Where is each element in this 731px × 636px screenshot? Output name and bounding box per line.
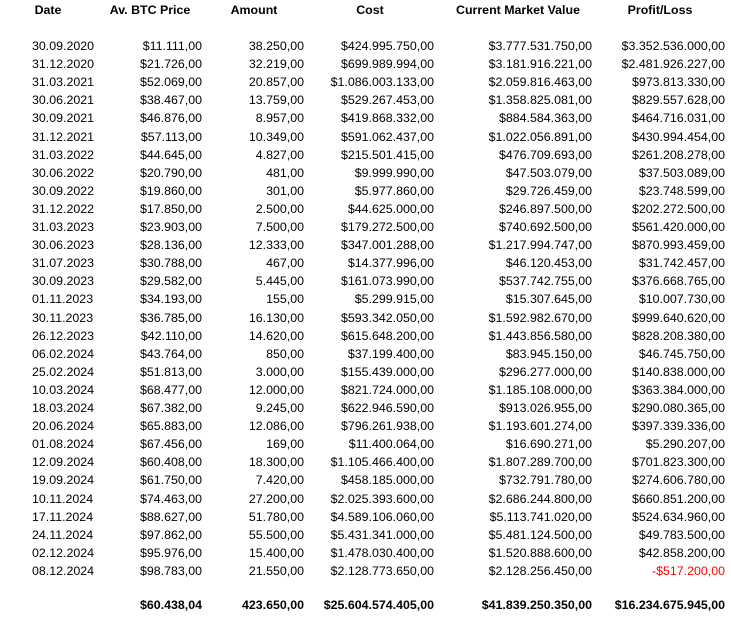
amount-cell: 155,00	[266, 292, 304, 307]
date-cell: 19.09.2024	[32, 473, 95, 488]
btc-price-cell: $28.136,00	[139, 238, 202, 253]
market-value-cell: $1.217.994.747,00	[488, 238, 592, 253]
profit-loss-cell: $37.503.089,00	[638, 165, 725, 180]
date-cell: 20.06.2024	[32, 419, 95, 434]
profit-loss-cell: $274.606.780,00	[631, 473, 725, 488]
btc-price-cell: $21.726,00	[139, 57, 202, 72]
date-cell: 31.07.2023	[32, 256, 95, 271]
profit-loss-cell: $42.858.200,00	[638, 545, 725, 560]
btc-price-cell: $67.456,00	[139, 437, 202, 452]
profit-loss-cell: $870.993.459,00	[631, 238, 725, 253]
btc-price-cell: $51.813,00	[139, 364, 202, 379]
btc-price-cell: $30.788,00	[139, 256, 202, 271]
table-row	[0, 200, 731, 218]
market-value-cell: $46.120.453,00	[505, 256, 592, 271]
cost-cell: $5.431.341.000,00	[330, 527, 434, 542]
header-btc-price: Av. BTC Price	[109, 3, 191, 17]
cost-cell: $37.199.400,00	[347, 346, 434, 361]
amount-cell: 5.445,00	[255, 274, 304, 289]
header-profit-loss: Profit/Loss	[627, 3, 693, 17]
amount-cell: 18.300,00	[248, 455, 304, 470]
amount-cell: 4.827,00	[255, 147, 304, 162]
market-value-cell: $740.692.500,00	[498, 220, 592, 234]
amount-cell: 169,00	[266, 437, 304, 452]
table-row	[0, 490, 731, 508]
header-cost: Cost	[356, 3, 384, 17]
profit-loss-cell: $829.557.628,00	[631, 93, 725, 108]
market-value-cell: $16.690.271,00	[505, 437, 592, 452]
cost-cell: $11.400.064,00	[348, 437, 434, 452]
cost-cell: $458.185.000,00	[340, 473, 434, 488]
date-cell: 08.12.2024	[32, 563, 95, 578]
amount-cell: 21.550,00	[248, 563, 304, 578]
table-row	[0, 562, 731, 580]
cost-cell: $5.977.860,00	[354, 183, 434, 198]
date-cell: 31.03.2022	[32, 147, 95, 162]
cost-cell: $347.001.288,00	[340, 238, 434, 253]
btc-price-cell: $38.467,00	[139, 93, 202, 108]
date-cell: 30.11.2023	[32, 310, 94, 325]
btc-price-cell: $52.069,00	[139, 75, 202, 90]
cost-cell: $529.267.453,00	[340, 93, 434, 108]
btc-price-cell: $68.477,00	[139, 382, 202, 397]
table-row	[0, 236, 731, 254]
cost-cell: $2.128.773.650,00	[330, 563, 434, 578]
profit-loss-cell: $660.851.200,00	[631, 491, 725, 506]
date-cell: 01.08.2024	[32, 437, 95, 452]
amount-cell: 32.219,00	[248, 57, 304, 72]
profit-loss-cell: $3.352.536.000,00	[621, 39, 725, 53]
date-cell: 01.11.2023	[32, 292, 94, 307]
profit-loss-cell: $290.080.365,00	[631, 401, 725, 415]
profit-loss-cell: $376.668.765,00	[631, 274, 725, 289]
total-cost: $25.604.574.405,00	[323, 598, 434, 612]
profit-loss-cell: $973.813.330,00	[631, 75, 725, 90]
date-cell: 31.12.2020	[32, 57, 95, 72]
btc-price-cell: $67.382,00	[139, 401, 202, 415]
amount-cell: 14.620,00	[248, 328, 304, 343]
btc-price-cell: $61.750,00	[139, 473, 202, 488]
table-row	[0, 453, 731, 471]
date-cell: 30.09.2023	[32, 274, 95, 289]
amount-cell: 850,00	[266, 346, 304, 361]
btc-price-cell: $17.850,00	[139, 201, 202, 216]
btc-price-cell: $43.764,00	[139, 346, 202, 361]
profit-loss-cell: $140.838.000,00	[631, 364, 725, 379]
market-value-cell: $3.181.916.221,00	[488, 57, 592, 72]
market-value-cell: $1.807.289.700,00	[488, 455, 592, 470]
cost-cell: $821.724.000,00	[340, 382, 434, 397]
btc-price-cell: $88.627,00	[139, 509, 202, 524]
totals-row	[0, 596, 731, 614]
amount-cell: 12.333,00	[248, 238, 304, 253]
cost-cell: $419.868.332,00	[340, 111, 434, 126]
date-cell: 10.11.2024	[32, 491, 94, 506]
header-market-value: Current Market Value	[456, 3, 580, 17]
table-row	[0, 363, 731, 381]
amount-cell: 481,00	[266, 165, 304, 180]
cost-cell: $44.625.000,00	[347, 201, 434, 216]
market-value-cell: $246.897.500,00	[498, 201, 592, 216]
profit-loss-cell: $31.742.457,00	[638, 256, 725, 271]
profit-loss-cell: $202.272.500,00	[631, 201, 725, 216]
amount-cell: 2.500,00	[255, 201, 304, 216]
profit-loss-cell: -$517.200,00	[651, 563, 725, 578]
market-value-cell: $5.481.124.500,00	[488, 527, 592, 542]
btc-price-cell: $44.645,00	[139, 147, 202, 162]
date-cell: 30.06.2022	[32, 165, 95, 180]
table-row	[0, 146, 731, 164]
date-cell: 12.09.2024	[32, 455, 95, 470]
table-row	[0, 435, 731, 453]
btc-price-cell: $57.113,00	[140, 129, 202, 144]
table-row	[0, 272, 731, 290]
market-value-cell: $83.945.150,00	[505, 346, 592, 361]
cost-cell: $424.995.750,00	[340, 39, 434, 53]
profit-loss-cell: $10.007.730,00	[638, 292, 725, 307]
date-cell: 30.09.2020	[32, 39, 95, 53]
amount-cell: 7.420,00	[255, 473, 304, 488]
date-cell: 10.03.2024	[32, 382, 95, 397]
cost-cell: $1.478.030.400,00	[330, 545, 434, 560]
table-row	[0, 526, 731, 544]
table-row	[0, 91, 731, 109]
date-cell: 31.12.2022	[32, 201, 95, 216]
btc-price-cell: $74.463,00	[139, 491, 202, 506]
cost-cell: $4.589.106.060,00	[330, 509, 434, 524]
amount-cell: 10.349,00	[248, 129, 304, 144]
amount-cell: 51.780,00	[248, 509, 304, 524]
date-cell: 30.06.2023	[32, 238, 95, 253]
header-date: Date	[34, 3, 62, 17]
market-value-cell: $3.777.531.750,00	[488, 39, 592, 53]
market-value-cell: $29.726.459,00	[505, 183, 592, 198]
amount-cell: 8.957,00	[255, 111, 304, 126]
date-cell: 31.12.2021	[32, 129, 95, 144]
cost-cell: $796.261.938,00	[340, 419, 434, 434]
market-value-cell: $537.742.755,00	[498, 274, 592, 289]
amount-cell: 13.759,00	[248, 93, 304, 108]
date-cell: 30.06.2021	[32, 93, 95, 108]
cost-cell: $622.946.590,00	[340, 401, 434, 415]
market-value-cell: $1.185.108.000,00	[488, 382, 592, 397]
date-cell: 17.11.2024	[32, 509, 94, 524]
market-value-cell: $476.709.693,00	[498, 147, 592, 162]
table-row	[0, 327, 731, 345]
cost-cell: $215.501.415,00	[340, 147, 434, 162]
market-value-cell: $884.584.363,00	[498, 111, 592, 126]
total-market-value: $41.839.250.350,00	[481, 598, 592, 612]
amount-cell: 38.250,00	[248, 39, 304, 53]
market-value-cell: $1.022.056.891,00	[488, 129, 592, 144]
btc-price-cell: $97.862,00	[139, 527, 202, 542]
amount-cell: 467,00	[266, 256, 304, 271]
table-row	[0, 182, 731, 200]
date-cell: 30.09.2021	[32, 111, 95, 126]
total-btc-price: $60.438,04	[139, 598, 202, 612]
profit-loss-cell: $999.640.620,00	[631, 310, 725, 325]
table-row	[0, 109, 731, 127]
table-row	[0, 309, 731, 327]
market-value-cell: $2.686.244.800,00	[488, 491, 592, 506]
amount-cell: 12.000,00	[248, 382, 304, 397]
market-value-cell: $2.128.256.450,00	[488, 563, 592, 578]
table-row	[0, 471, 731, 489]
amount-cell: 20.857,00	[248, 75, 304, 90]
cost-cell: $14.377.996,00	[347, 256, 434, 271]
cost-cell: $5.299.915,00	[354, 292, 434, 307]
amount-cell: 27.200,00	[248, 491, 304, 506]
btc-price-cell: $20.790,00	[139, 165, 202, 180]
amount-cell: 15.400,00	[248, 545, 304, 560]
cost-cell: $591.062.437,00	[340, 129, 434, 144]
table-row	[0, 399, 731, 417]
btc-price-cell: $29.582,00	[139, 274, 202, 289]
date-cell: 26.12.2023	[32, 328, 95, 343]
date-cell: 30.09.2022	[32, 183, 95, 198]
market-value-cell: $1.443.856.580,00	[488, 328, 592, 343]
amount-cell: 9.245,00	[255, 401, 304, 415]
profit-loss-cell: $561.420.000,00	[631, 220, 725, 234]
profit-loss-cell: $49.783.500,00	[638, 527, 725, 542]
table-row	[0, 381, 731, 399]
date-cell: 31.03.2023	[32, 220, 95, 234]
table-row	[0, 254, 731, 272]
cost-cell: $179.272.500,00	[340, 220, 434, 234]
market-value-cell: $913.026.955,00	[498, 401, 592, 415]
table-row	[0, 544, 731, 562]
market-value-cell: $1.520.888.600,00	[488, 545, 592, 560]
cost-cell: $9.999.990,00	[354, 165, 434, 180]
market-value-cell: $1.358.825.081,00	[488, 93, 592, 108]
market-value-cell: $296.277.000,00	[498, 364, 592, 379]
profit-loss-cell: $363.384.000,00	[631, 382, 725, 397]
date-cell: 31.03.2021	[32, 75, 95, 90]
date-cell: 18.03.2024	[32, 401, 95, 415]
btc-price-cell: $46.876,00	[139, 111, 202, 126]
btc-price-cell: $36.785,00	[139, 310, 202, 325]
cost-cell: $615.648.200,00	[340, 328, 434, 343]
table-row	[0, 417, 731, 435]
btc-price-cell: $60.408,00	[139, 455, 202, 470]
btc-price-cell: $19.860,00	[139, 183, 202, 198]
header-amount: Amount	[230, 3, 278, 17]
profit-loss-cell: $430.994.454,00	[631, 129, 725, 144]
table-row	[0, 218, 731, 236]
date-cell: 02.12.2024	[32, 545, 95, 560]
btc-price-cell: $95.976,00	[139, 545, 202, 560]
table-row	[0, 55, 731, 73]
total-amount: 423.650,00	[241, 598, 304, 612]
market-value-cell: $1.592.982.670,00	[488, 310, 592, 325]
amount-cell: 3.000,00	[255, 364, 304, 379]
profit-loss-cell: $397.339.336,00	[631, 419, 725, 434]
profit-loss-cell: $23.748.599,00	[638, 183, 725, 198]
market-value-cell: $732.791.780,00	[498, 473, 592, 488]
btc-price-cell: $65.883,00	[139, 419, 202, 434]
profit-loss-cell: $701.823.300,00	[631, 455, 725, 470]
market-value-cell: $2.059.816.463,00	[488, 75, 592, 90]
table-row	[0, 128, 731, 146]
profit-loss-cell: $261.208.278,00	[631, 147, 725, 162]
table-row	[0, 73, 731, 91]
table-row	[0, 164, 731, 182]
cost-cell: $593.342.050,00	[340, 310, 434, 325]
btc-price-cell: $23.903,00	[139, 220, 202, 234]
date-cell: 24.11.2024	[32, 527, 94, 542]
amount-cell: 55.500,00	[248, 527, 304, 542]
profit-loss-cell: $5.290.207,00	[645, 437, 725, 452]
date-cell: 25.02.2024	[32, 364, 95, 379]
btc-price-cell: $98.783,00	[139, 563, 202, 578]
table-row	[0, 37, 731, 55]
btc-price-cell: $42.110,00	[140, 328, 202, 343]
profit-loss-cell: $524.634.960,00	[631, 509, 725, 524]
cost-cell: $155.439.000,00	[340, 364, 434, 379]
amount-cell: 301,00	[266, 183, 304, 198]
cost-cell: $2.025.393.600,00	[330, 491, 434, 506]
profit-loss-cell: $828.208.380,00	[631, 328, 725, 343]
cost-cell: $161.073.990,00	[340, 274, 434, 289]
table-row	[0, 290, 731, 308]
market-value-cell: $47.503.079,00	[505, 165, 592, 180]
profit-loss-cell: $2.481.926.227,00	[621, 57, 725, 72]
table-row	[0, 508, 731, 526]
date-cell: 06.02.2024	[32, 346, 95, 361]
profit-loss-cell: $46.745.750,00	[638, 346, 725, 361]
cost-cell: $1.086.003.133,00	[330, 75, 434, 90]
amount-cell: 12.086,00	[248, 419, 304, 434]
profit-loss-cell: $464.716.031,00	[631, 111, 725, 126]
btc-price-cell: $11.111,00	[142, 39, 202, 53]
table-row	[0, 345, 731, 363]
btc-price-cell: $34.193,00	[139, 292, 202, 307]
amount-cell: 7.500,00	[255, 220, 304, 234]
market-value-cell: $15.307.645,00	[505, 292, 592, 307]
header-row	[0, 1, 731, 19]
total-date	[32, 596, 98, 614]
market-value-cell: $5.113.741.020,00	[489, 509, 592, 524]
cost-cell: $1.105.466.400,00	[330, 455, 434, 470]
market-value-cell: $1.193.601.274,00	[488, 419, 592, 434]
cost-cell: $699.989.994,00	[340, 57, 434, 72]
total-profit-loss: $16.234.675.945,00	[614, 598, 725, 612]
amount-cell: 16.130,00	[248, 310, 304, 325]
